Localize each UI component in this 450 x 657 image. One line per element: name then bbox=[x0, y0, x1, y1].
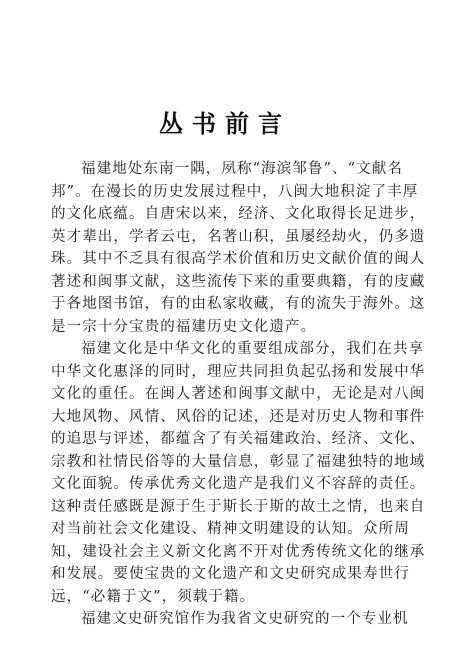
paragraph-1-line-3: 的文化底蕴。自唐宋以来，经济、文化取得长足进步， bbox=[51, 206, 426, 222]
paragraph-3-line-1: 福建文史研究馆作为我省文史研究的一个专业机 bbox=[81, 611, 409, 627]
paragraph-1-line-7: 于各地图书馆，有的由私家收藏，有的流失于海外。这 bbox=[51, 296, 426, 312]
paragraph-2-line-9: 对当前社会文化建设、精神文明建设的认知。众所周 bbox=[51, 521, 410, 537]
paragraph-1-line-8: 是一宗十分宝贵的福建历史文化遗产。 bbox=[51, 318, 317, 335]
paragraph-2-line-2: 中华文化惠泽的同时，理应共同担负起弘扬和发展中华 bbox=[51, 363, 426, 380]
paragraph-1-line-5: 珠。其中不乏具有很高学术价值和历史文献价值的闽人 bbox=[51, 251, 426, 267]
paragraph-2-line-3: 文化的重任。在闽人著述和闽事文献中，无论是对八闽 bbox=[51, 386, 426, 402]
paragraph-2-line-11: 和发展。要使宝贵的文化遗产和文史研究成果寿世行 bbox=[51, 566, 410, 582]
paragraph-2-line-1: 福建文化是中华文化的重要组成部分，我们在共享 bbox=[81, 341, 425, 357]
paragraph-2-line-7: 文化面貌。传承优秀文化遗产是我们义不容辞的责任。 bbox=[51, 476, 426, 492]
paragraph-1-line-2: 邦”。在漫长的历史发展过程中，八闽大地积淀了丰厚 bbox=[51, 183, 419, 200]
preface-body bbox=[51, 158, 426, 631]
paragraph-2-line-10: 知，建设社会主义新文化离不开对优秀传统文化的继承 bbox=[51, 543, 426, 560]
paragraph-2-line-6: 宗教和社情民俗等的大量信息，彰显了福建独特的地域 bbox=[51, 453, 426, 470]
paragraph-1-line-6: 著述和闽事文献，这些流传下来的重要典籍，有的庋藏 bbox=[51, 273, 426, 290]
paragraph-2-line-4: 大地风物、风情、风俗的记述，还是对历史人物和事件 bbox=[51, 408, 426, 425]
page-title: 丛书前言 bbox=[159, 110, 291, 138]
paragraph-1-line-1: 福建地处东南一隅，夙称“海滨邹鲁”、“文献名 bbox=[81, 161, 403, 177]
paragraph-2-line-12: 远，“必籍于文”，须载于籍。 bbox=[51, 588, 256, 605]
paragraph-2-line-8: 这种责任感既是源于生于斯长于斯的故土之情，也来自 bbox=[51, 498, 426, 515]
paragraph-1-line-4: 英才辈出，学者云屯，名著山积，虽屡经劫火，仍多遗 bbox=[51, 228, 426, 245]
paragraph-2-line-5: 的追思与评述，都蕴含了有关福建政治、经济、文化、 bbox=[51, 431, 426, 447]
